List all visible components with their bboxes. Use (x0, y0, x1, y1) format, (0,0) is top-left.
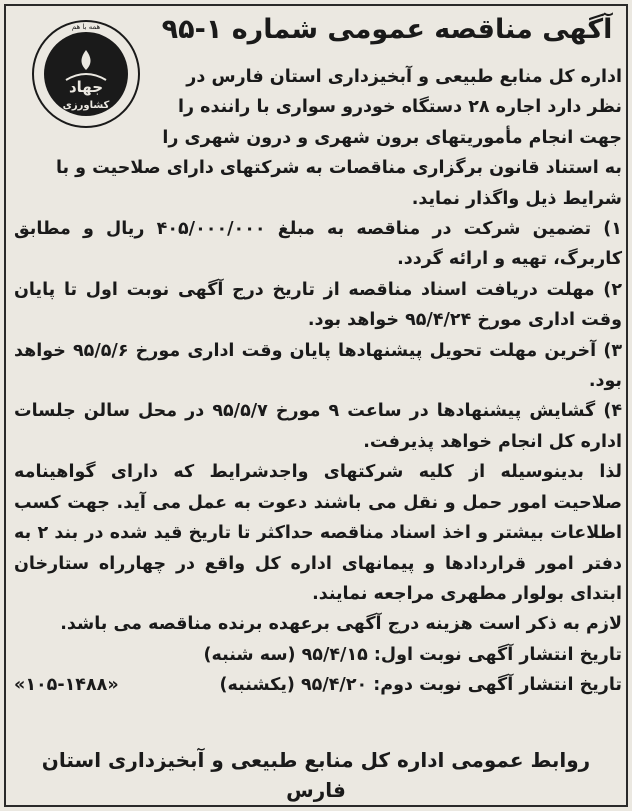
intro-line: اداره کل منابع طبیعی و آبخیزداری استان فارس در (186, 67, 622, 87)
intro-line: شرایط ذیل واگذار نماید. (411, 188, 622, 209)
notice-body (14, 62, 622, 701)
invitation-paragraph: لذا بدینوسیله از کلیه شرکتهای واجدشرایط که دارای گواهینامه صلاحیت امور حمل و نقل می باشند دعوت به عمل می آید. جهت کسب اطلاعات بیشتر و اخذ اسناد مناقصه حداکثر تا تاریخ قید شده در بند ۲ به دفتر امور قراردادها و پیمانهای اداره کل واقع در چهارراه ستارخان ابتدای بولوار مطهری مراجعه نمایند. (14, 462, 622, 604)
condition-item: ۱) تضمین شرکت در مناقصه به مبلغ ۴۰۵/۰۰۰/۰۰۰ ریال و مطابق کاربرگ، تهیه و ارائه گردد. (14, 219, 622, 270)
svg-text:همه با هم: همه با هم (71, 23, 101, 31)
condition-item: ۴) گشایش پیشنهادها در ساعت ۹ مورخ ۹۵/۵/۷ در محل سالن جلسات اداره کل انجام خواهد پذیرفت. (14, 401, 622, 452)
svg-text:جهاد: جهاد (68, 78, 104, 96)
notice-footer: روابط عمومی اداره کل منابع طبیعی و آبخیزداری استان فارس (41, 748, 591, 802)
intro-line: به استناد قانون برگزاری مناقصات به شرکتهای دارای صلاحیت و با (55, 158, 622, 179)
cost-note: لازم به ذکر است هزینه درج آگهی برعهده برنده مناقصه می باشد. (60, 614, 622, 635)
svg-text:کشاورزی: کشاورزی (62, 100, 110, 111)
intro-line: نظر دارد اجاره ۲۸ دستگاه خودرو سواری با راننده را (177, 97, 622, 118)
publish-date-second (14, 670, 622, 700)
intro-line: جهت انجام مأموریتهای برون شهری و درون شهری را (162, 127, 622, 148)
condition-item: ۲) مهلت دریافت اسناد مناقصه از تاریخ درج آگهی نوبت اول تا پایان وقت اداری مورخ ۹۵/۴/۲۴ خواهد بود. (14, 279, 622, 331)
reference-code: «۱۰۵-۱۴۸۸» (14, 675, 119, 696)
condition-item: ۳) آخرین مهلت تحویل پیشنهادها پایان وقت اداری مورخ ۹۵/۵/۶ خواهد بود. (14, 340, 622, 392)
publish-date-second-text: تاریخ انتشار آگهی نوبت دوم: ۹۵/۴/۲۰ (یکشنبه) (219, 675, 622, 696)
publish-date-first: تاریخ انتشار آگهی نوبت اول: ۹۵/۴/۱۵ (سه شنبه) (203, 644, 622, 665)
notice-title: آگهی مناقصه عمومی شماره ۱-۹۵ (161, 14, 613, 45)
